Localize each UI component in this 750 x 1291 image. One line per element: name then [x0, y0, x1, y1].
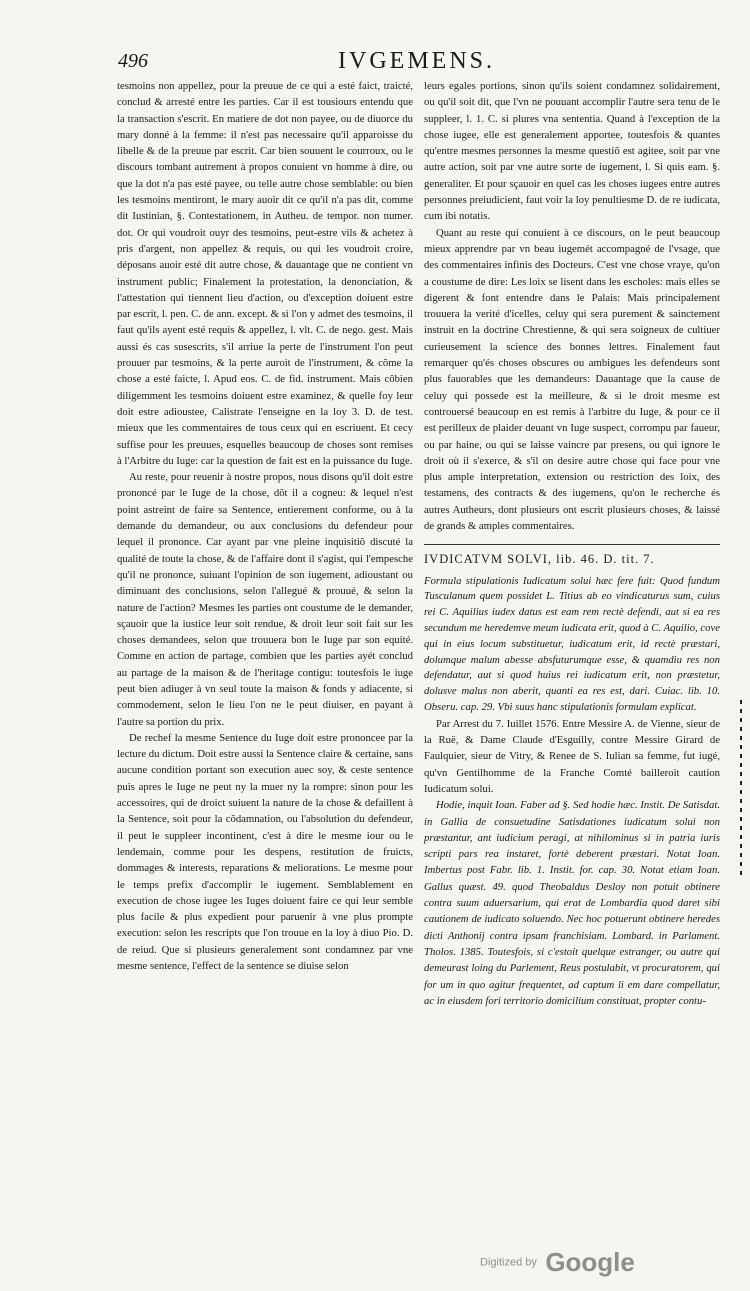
- left-paragraph-1: tesmoins non appellez, pour la preuue de ce qui a esté faict, traicté, conclud & arresté entre les parties. Car il est tousiours entendu que la transaction s'escrit. En matiere de dot non payee, ou de diuorce du mary donné à la femme: il n'est pas necessaire qu'il apparoisse du libelle & de la preuue par escrit. Car bien souuent le courroux, ou le discours tombant autrement à propos conuient vn homme à dire, ou que la dot n'a pas esté payee, ou telle autre chose semblable: ou bien les tesmoins mentiront, le mary auoir dit ce qu'il n'a pas dit, comme dit Iustinian, §. Contestationem, in Autheu. de tempor. non numer. dot. Or qui voudroit ouyr des tesmoins, peut-estre vils & achetez à pris d'argent, non appellez & requis, ou qui les voudroit croire, déposans auoir esté dit autre chose, & dauantage que ne contient vn instrument public; Finalement la protestation, la denonciation, & l'attestation qui tiennent lieu d'action, ou d'exception doiuent estre par escrit, l. pen. C. de ann. except. & si l'on y admet des tesmoins, il faut qu'ils ayent esté requis & appellez, l. vlt. C. de nego. gest. Mais aussi és cas susescrits, s'il arriue la perte de l'instrument l'on peut prouuer par tesmoins, & la perte auroit de l'instrument, & cõme la chose a esté faicte, l. Apud eos. C. de fid. instrument. Mais côbien diligemment les tesmoins doiuent estre examinez, & quelle foy leur doit estre adioustee, Calistrate l'enseigne en la loy 3. D. de test. mieux que les commentaires de tous ceux qui en escriuent. Et cecy suffise pour les preuues, esquelles beaucoup de choses sont remises à l'Arbitre du Iuge: car la question de fait est en la puissance du Iuge.: [117, 80, 413, 467]
- watermark-brand: Google: [545, 1247, 635, 1277]
- left-paragraph-3: De rechef la mesme Sentence du Iuge doit estre prononcee par la lecture du dictum. Doit estre aussi la Sentence claire & certaine, sans aucune condition portant son execution auec soy, & ceste sentence puis apres le Iuge ne peut ny la muer ny la rompre: sinon pour les accessoires, qui de droict suiuent la nature de la chose & defaillent à la Sentence, soit pour la cõdamnation, ou l'absolution du defendeur, il peut le suppleer incontinent, c'est à dire le mesme iour ou le lendemain, comme pour les despens, restitution de fruicts, dommages & interests, reparations & meliorations. Le mesme pour le temps prefix d'accomplir le iugement. Semblablement en execution de chose iugee les Iuges doiuent faire ce qui leur semble plus facile & plus expedient pour paruenir à vne plus prompte execution: selon les rescripts que l'on trouue en la loy à diuo Pio. D. de reiud. Que si plusieurs generalement sont condamnez par vne mesme sentence, l'effect de la sentence se diuise selon: [117, 731, 413, 973]
- section-heading: IVDICATVM SOLVI, lib. 46. D. tit. 7.: [424, 552, 655, 567]
- page-edge-marks: [740, 700, 744, 1130]
- faber-paragraph: Hodie, inquit Ioan. Faber ad §. Sed hodie hæc. Instit. De Satisdat. in Gallia de consuetudine Satisdationes iudicatum solui non præstantur, ant iudicium peragi, at nihilominus si in patria iuris scripti pars rea instaret, fortè deberent præstari. Notat Ioan. Imbertus post Fabr. lib. 1. Instit. for. cap. 30. Notat etiam Ioan. Gallus quæst. 49. quod Theobaldus Desloy non potuit obtinere contra suum aduersarium, qui erat de Lombardia quod daret sibi cautionem de iudicato soluendo. Nec hoc potuerunt obtinere heredes dicti Anthonij contra ipsam franchisiam. Lombard. in Parlament. Tholos. 1385. Toutesfois, si c'estoit quelque estranger, ou autre qui demeurast loing du Parlement, Reus postulabit, vt procuratorem, qui for um in quo agitur frequentet, ad captum li em dare compellatur, ac in eiusdem fori territorio domicilium constituat, propter contu-: [424, 799, 720, 1007]
- page-header: [118, 50, 718, 80]
- right-paragraph-2: Quant au reste qui conuient à ce discours, on le peut beaucoup mieux apprendre par vn beau iugemét accompagné de l'vsage, que des commentaires infinis des Docteurs. C'est vne chose vraye, qu'on a coustume de dire: Les loix se lisent dans les escholes: mais elles se digerent & font entendre dans le Palais: Mais principalement trouuera la verité d'icelles, celuy qui sera purement & sainctement instruit en la doctrine Chrestienne, & qui sera soigneux de cultiuer curieusement la science des bonnes lettres. Finalement faut remarquer qu'és choses obscures ou ambigues les defendeurs sont plus fauorables que les demandeurs: Dauantage que la cause de celuy qui possede est la meilleure, & si le droit mesme est controuersé beaucoup en est remis à l'arbitre du Iuge, & pour ce il est perilleux de plaider deuant vn Iuge suspect, corrompu par faueur, ou par haine, ou qui se laisse vaincre par presens, ou qui ignore le droit où il s'exerce, & s'il on desire autre chose qui face pour vne plus ample interpretation, extension ou restriction des loix, des testamens, des contracts & des iugemens, qu'on le recherche és autres Autheurs, dont plusieurs ont escrit plusieurs choses, & laissé de grands & amples commentaires.: [424, 226, 720, 533]
- digitized-watermark: [480, 1247, 635, 1278]
- arrest-paragraph: Par Arrest du 7. Iuillet 1576. Entre Messire A. de Vienne, sieur de la Ruë, & Dame Claude d'Esguilly, contre Messire Girard de Faulquier, sieur de Vitry, & Renee de S. Iulian sa femme, fut iugé, qu'vn Gentilhomme de la Franche Comté bailleroit caution Iudicatum solui.: [424, 717, 720, 795]
- right-paragraph-1: leurs egales portions, sinon qu'ils soient condamnez solidairement, ou qu'il soit dit, que l'vn ne pouuant accomplir l'autre sera tenu de le suppleer, l. 1. C. si plures vna sententia. Quand à l'exception de la chose iugee, elle est generalement apportee, toutesfois & quantes qu'entre mesmes personnes la mesme questiõ est agitee, soit par vne autre action, soit par vne autre sorte de iugement, l. Si quis eam. §. generaliter. Et pour sçauoir en quel cas les choses iugees entre autres personnes preiudicient, faut voir la loy penultiesme D. de re iudicata, cum ibi notatis.: [424, 80, 720, 223]
- section-rule: [424, 544, 720, 545]
- left-column: [117, 78, 413, 1088]
- page-number: 496: [118, 50, 148, 72]
- right-column: [424, 78, 720, 1088]
- watermark-prefix: Digitized by: [480, 1256, 537, 1269]
- left-paragraph-2: Au reste, pour reuenir à nostre propos, nous disons qu'il doit estre prononcé par le Iuge de la chose, dõt il a cogneu: & lequel n'est point astreint de faire sa Sentence, entierement conforme, ou à la demande du demandeur, ou aux conclusions du defendeur pour lequel il prononce. Car ayant par vne pleine inquisitiõ discuté la qualité de toute la chose, & de l'affaire dont il s'agist, qui l'empesche qu'il ne prononce, suiuant l'opinion de son iugement, adioustant ou diminuant des conclusions, selon l'allegué & prouué, & selon la nature de l'action? Mesmes les parties ont coustume de le demander, sçauoir que la iustice leur soit rendue, & droit leur soit fait sur les choses demandees, selon que trouuera bon le Iuge par son equité. Comme en action de partage, combien que les parties ayét conclud au partage de la maison & de l'heritage contigu: toutesfois le iuge peut bien adiuger à vn seul toute la maison & fonds y adiacente, si commodement, selon le lieu l'on ne le peut diuiser, en payant à l'autre sa portion du prix.: [117, 471, 413, 728]
- running-head: IVGEMENS.: [338, 48, 495, 74]
- formula-text: Formula stipulationis Iudicatum solui hæc fere fuit: Quod fundum Tusculanum quem possidet L. Titius ab eo vindicaturus sum, cuius rei C. Aquilius iudex datus est eam rem rectè defendi, aut si ea res secundum me heredemve meum iudicata erit, quod à C. Aquilio, cove qui in eius locum substituetur, iudicatum erit, id rectè præstari, dolumque malum abesse absfuturumque esse, & quamdiu res non defendatur, aut si quod huius rei iudicatum erit, non præstetur, dolusve malus non aberit, quanti ea res est, dari. Cuiac. lib. 10. Obseru. cap. 29. Vbi suus hanc stipulationis formulam explicat.: [424, 574, 720, 713]
